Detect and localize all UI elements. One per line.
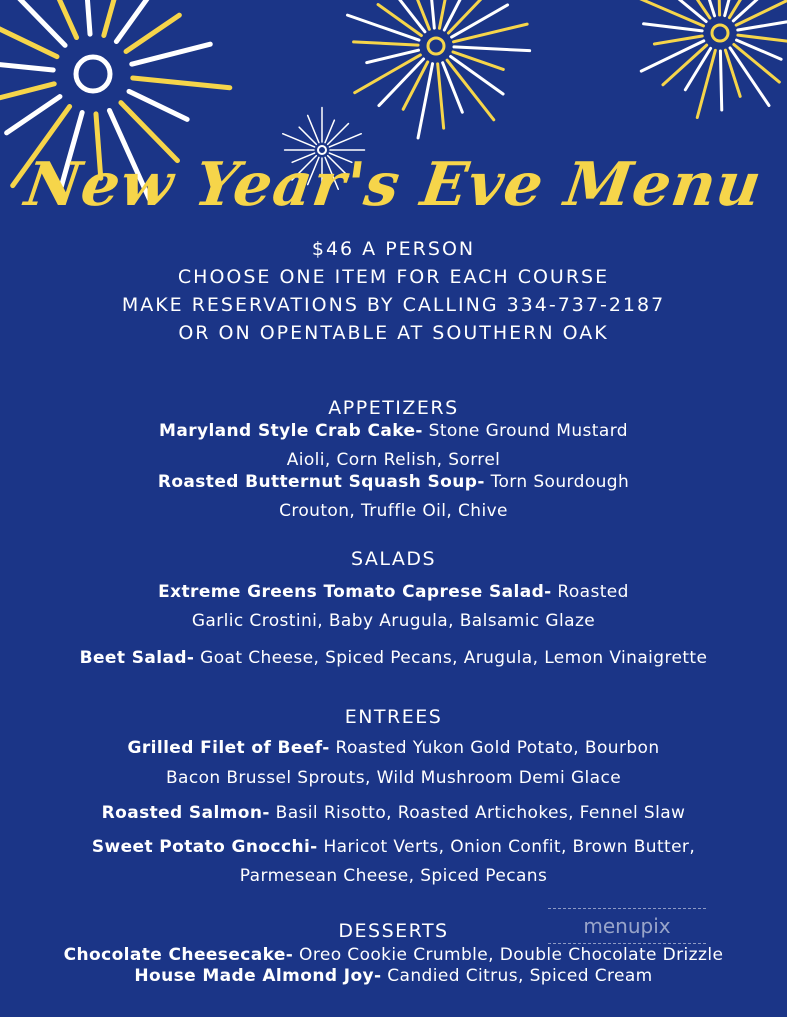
menu-item	[0, 803, 787, 823]
item-name: Sweet Potato Gnocchi-	[91, 837, 318, 857]
firework-ray	[644, 24, 703, 31]
menu-title: New Year's Eve Menu	[20, 150, 767, 220]
firework-ray	[328, 124, 349, 145]
firework-ray	[454, 24, 528, 42]
item-name: Grilled Filet of Beef-	[127, 738, 330, 758]
item-description: Stone Ground Mustard	[422, 421, 628, 441]
menu-item	[0, 738, 787, 758]
item-description-cont: Crouton, Truffle Oil, Chive	[279, 501, 508, 521]
menu-item	[0, 945, 787, 965]
menu-item	[0, 966, 787, 986]
firework-top-right	[640, 0, 787, 117]
item-description-cont: Garlic Crostini, Baby Arugula, Balsamic Glaze	[191, 611, 596, 631]
menupix-watermark: menupix	[548, 908, 706, 944]
item-name: Roasted Butternut Squash Soup-	[157, 472, 485, 492]
firework-ray	[308, 115, 319, 142]
section-heading-appetizers: APPETIZERS	[328, 397, 459, 419]
item-description: Haricot Verts, Onion Confit, Brown Butter,	[317, 837, 696, 857]
firework-ray	[443, 63, 463, 112]
menu-item	[0, 582, 787, 602]
item-description-cont: Parmesean Cheese, Spiced Pecans	[239, 866, 548, 886]
firework-ray	[718, 0, 719, 15]
section-heading-desserts: DESSERTS	[338, 920, 449, 942]
firework-ray	[737, 40, 782, 59]
firework-ray	[429, 0, 434, 28]
item-name: Extreme Greens Tomato Caprese Salad-	[158, 582, 552, 602]
firework-ray	[0, 84, 54, 104]
firework-ray	[133, 78, 230, 88]
firework-ray	[85, 0, 90, 34]
firework-ray	[439, 0, 451, 28]
item-name: Chocolate Cheesecake-	[63, 945, 294, 965]
item-description: Roasted Yukon Gold Potato, Bourbon	[329, 738, 660, 758]
firework-ray	[454, 47, 530, 51]
firework-ray	[697, 50, 715, 117]
firework-ray	[283, 134, 315, 147]
item-description: Torn Sourdough	[484, 472, 630, 492]
item-description: Goat Cheese, Spiced Pecans, Arugula, Lemon Vinaigrette	[194, 648, 708, 668]
section-heading-salads: SALADS	[350, 548, 437, 570]
firework-ray	[438, 64, 444, 128]
firework-top-center	[347, 0, 529, 138]
item-name: Beet Salad-	[79, 648, 195, 668]
firework-ray	[654, 36, 702, 44]
course-instruction: CHOOSE ONE ITEM FOR EACH COURSE	[177, 266, 610, 288]
item-description: Oreo Cookie Crumble, Double Chocolate Drizzle	[293, 945, 724, 965]
firework-ray	[132, 44, 211, 64]
reservation-opentable: OR ON OPENTABLE AT SOUTHERN OAK	[178, 322, 609, 344]
menu-item	[0, 421, 787, 441]
firework-ray	[720, 51, 721, 110]
firework-ray	[116, 0, 173, 42]
firework-ray	[0, 29, 57, 57]
item-description-cont: Bacon Brussel Sprouts, Wild Mushroom Demi Glace	[165, 768, 622, 788]
item-name: Maryland Style Crab Cake-	[159, 421, 423, 441]
item-name: Roasted Salmon-	[101, 803, 270, 823]
item-description: Roasted	[551, 582, 629, 602]
item-description-cont: Aioli, Corn Relish, Sorrel	[286, 450, 501, 470]
menu-item	[0, 837, 787, 857]
menu-item	[0, 648, 787, 668]
item-description: Basil Risotto, Roasted Artichokes, Fennel Slaw	[269, 803, 686, 823]
price-line: $46 A PERSON	[311, 238, 476, 260]
firework-ray	[453, 52, 503, 70]
firework-ray	[129, 91, 187, 119]
section-heading-entrees: ENTREES	[344, 706, 443, 728]
firework-ray	[329, 134, 361, 147]
firework-ray	[0, 60, 53, 70]
item-description: Candied Citrus, Spiced Cream	[381, 966, 653, 986]
fireworks-decoration	[0, 0, 787, 260]
reservation-phone: MAKE RESERVATIONS BY CALLING 334-737-2187	[121, 294, 666, 316]
item-name: House Made Almond Joy-	[134, 966, 382, 986]
menu-item	[0, 472, 787, 492]
firework-ray	[354, 42, 418, 45]
